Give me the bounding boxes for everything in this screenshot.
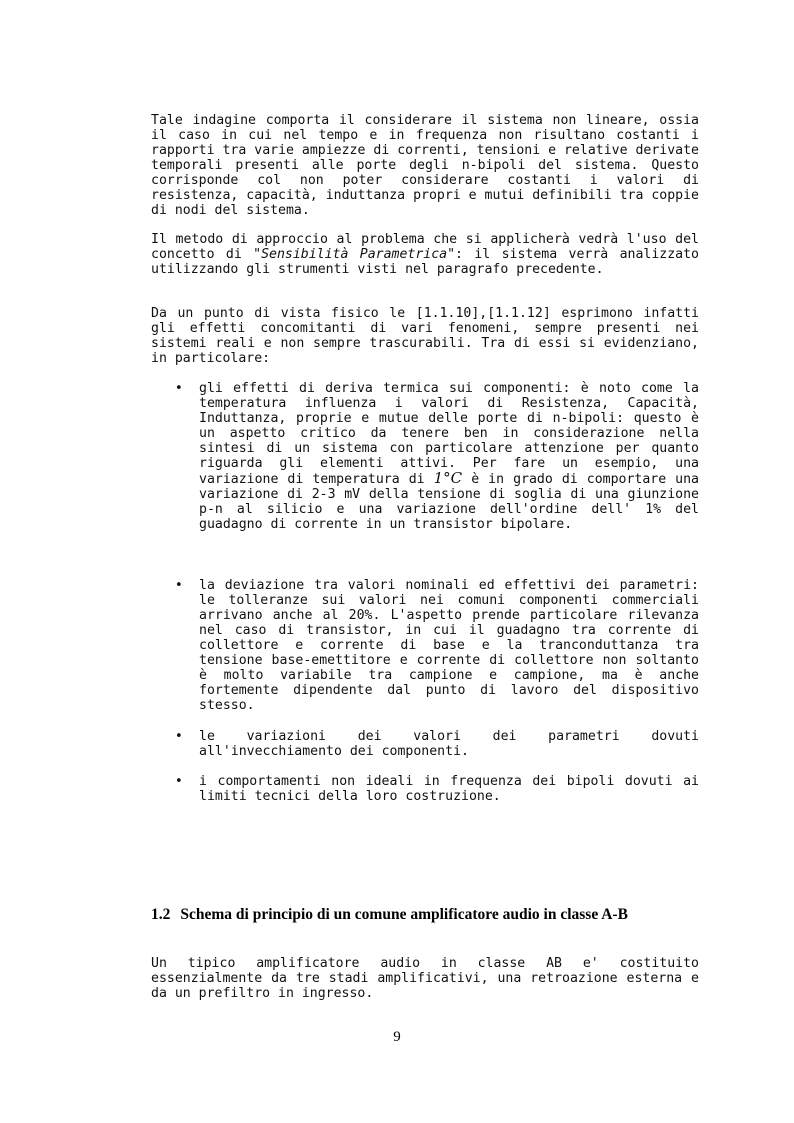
bullet-text: le variazioni dei valori dei parametri dovuti all'invecchiamento dei componenti. xyxy=(199,729,699,759)
paragraph-physical-effects: Da un punto di vista fisico le [1.1.10],[1.1.12] esprimono infatti gli effetti concomitanti di vari fenomeni, sempre presenti nei sistemi reali e non sempre trascurabili. Tra di essi si evidenziano, in particolare: xyxy=(151,306,699,366)
page-number: 9 xyxy=(393,1029,401,1045)
bullet-text-part: è in grado di comportare una variazione di 2-3 mV della tensione di soglia di una giunzione p-n al silicio e una variazione dell'ordine dell' 1% del guadagno di corrente in un transistor bipolare. xyxy=(199,472,699,532)
section-heading xyxy=(151,906,628,924)
paragraph-amplifier-intro: Un tipico amplificatore audio in classe AB e' costituito essenzialmente da tre stadi amplificativi, una retroazione esterna e da un prefiltro in ingresso. xyxy=(151,956,699,1001)
bullet-marker: • xyxy=(175,774,183,789)
p2-italic-term: Sensibilità Parametrica xyxy=(261,247,448,262)
bullet-text: i comportamenti non ideali in frequenza dei bipoli dovuti ai limiti tecnici della loro costruzione. xyxy=(199,774,699,804)
paragraph-parametric-sensitivity xyxy=(151,232,699,277)
p2-text-after: ": il sistema verrà analizzato utilizzando gli strumenti visti nel paragrafo precedente. xyxy=(151,247,699,277)
bullet-text xyxy=(199,381,699,532)
bullet-marker: • xyxy=(175,381,183,396)
p2-text-before: Il metodo di approccio al problema che si applicherà vedrà l'uso del concetto di " xyxy=(151,232,699,262)
bullet-item-tolerances xyxy=(151,578,699,713)
section-title: Schema di principio di un comune amplificatore audio in classe A-B xyxy=(180,906,628,923)
bullet-marker: • xyxy=(175,578,183,593)
section-number: 1.2 xyxy=(151,906,171,923)
temperature-symbol: 1°C xyxy=(433,469,463,487)
bullet-item-frequency xyxy=(151,774,699,804)
bullet-marker: • xyxy=(175,729,183,744)
bullet-text-part: gli effetti di deriva termica sui componenti: è noto come la temperatura influenza i valori di Resistenza, Capacità, Induttanza, proprie e mutue delle porte di n-bipoli: questo è un aspetto critico da tenere ben in considerazione nella sintesi di un sistema con particolare attenzione per quanto riguarda gli elementi attivi. Per fare un esempio, una variazione di temperatura di xyxy=(199,381,699,487)
bullet-item-aging xyxy=(151,729,699,759)
bullet-item-thermal-drift xyxy=(151,381,699,532)
bullet-text: la deviazione tra valori nominali ed effettivi dei parametri: le tolleranze sui valori nei comuni componenti commerciali arrivano anche al 20%. L'aspetto prende particolare rilevanza nel caso di transistor, in cui il guadagno tra corrente di collettore e corrente di base e la tranconduttanza tra tensione base-emettitore e corrente di collettore non soltanto è molto variabile tra campione e campione, ma è anche fortemente dipendente dal punto di lavoro del dispositivo stesso. xyxy=(199,578,699,713)
paragraph-nonlinear-system: Tale indagine comporta il considerare il sistema non lineare, ossia il caso in cui nel tempo e in frequenza non risultano costanti i rapporti tra varie ampiezze di correnti, tensioni e relative derivate temporali presenti alle porte degli n-bipoli del sistema. Questo corrisponde col non poter considerare costanti i valori di resistenza, capacità, induttanza propri e mutui definibili tra coppie di nodi del sistema. xyxy=(151,113,699,218)
